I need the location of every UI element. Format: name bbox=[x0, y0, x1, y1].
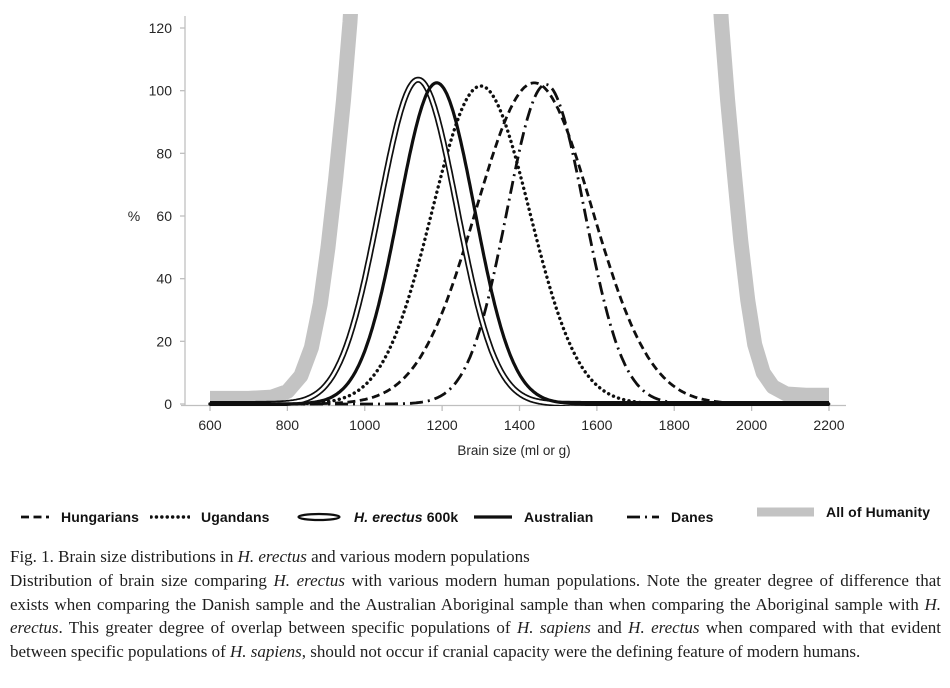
italic-text-run: H. erectus bbox=[237, 547, 307, 566]
x-tick-label: 1400 bbox=[503, 417, 536, 433]
caption-body bbox=[10, 569, 941, 664]
legend-label-danes bbox=[671, 509, 714, 525]
text-run: when compared with that evident between specific populations of bbox=[10, 618, 941, 662]
text-run: Danes bbox=[671, 509, 714, 525]
legend-label-australian bbox=[524, 509, 593, 525]
y-tick-label: 0 bbox=[164, 396, 172, 412]
y-axis-title: % bbox=[127, 208, 141, 224]
legend-item-erectus bbox=[297, 509, 458, 525]
legend-item-humanity bbox=[757, 504, 930, 520]
chart-legend bbox=[0, 498, 950, 538]
text-run: Fig. 1. Brain size distributions in bbox=[10, 547, 238, 566]
text-run: Ugandans bbox=[201, 509, 270, 525]
hungarians-line-swatch bbox=[20, 512, 50, 522]
danes-line-swatch bbox=[626, 512, 660, 522]
legend-item-danes bbox=[626, 509, 714, 525]
australian-line-swatch bbox=[473, 512, 513, 522]
x-tick-label: 600 bbox=[198, 417, 222, 433]
ugandans-line-swatch bbox=[150, 512, 190, 522]
text-run: Hungarians bbox=[61, 509, 140, 525]
italic-text-run: H. sapiens bbox=[230, 642, 302, 662]
x-tick-label: 1200 bbox=[426, 417, 458, 433]
y-tick-label: 40 bbox=[156, 270, 172, 287]
text-run: Australian bbox=[524, 509, 594, 525]
italic-text-run: H. erectus bbox=[273, 570, 346, 590]
text-run: with various modern human populations. Note the greater degree of difference that exists when comparing the Danish sample and the Australian Aboriginal sample than when comparing the Aboriginal sample with bbox=[10, 570, 941, 614]
text-run: , should not occur if cranial capacity were the defining feature of modern humans. bbox=[301, 642, 861, 662]
legend-label-ugandans bbox=[201, 509, 269, 525]
legend-label-humanity bbox=[826, 504, 930, 520]
x-tick-label: 2200 bbox=[813, 417, 845, 433]
text-run: All of Humanity bbox=[826, 504, 931, 520]
italic-text-run: H. erectus bbox=[354, 509, 423, 525]
legend-item-hungarians bbox=[20, 509, 139, 525]
x-tick-label: 800 bbox=[275, 417, 300, 433]
italic-text-run: H. sapiens bbox=[516, 618, 591, 638]
figure-caption bbox=[10, 545, 941, 664]
y-tick-label: 120 bbox=[148, 20, 172, 36]
text-run: and bbox=[590, 618, 629, 638]
x-axis-title: Brain size (ml or g) bbox=[457, 443, 571, 458]
legend-item-ugandans bbox=[150, 509, 269, 525]
legend-label-erectus bbox=[354, 509, 458, 525]
y-tick-label: 20 bbox=[156, 333, 172, 350]
caption-title bbox=[10, 545, 941, 569]
x-tick-label: 2000 bbox=[736, 417, 768, 433]
legend-label-hungarians bbox=[61, 509, 139, 525]
y-tick-label: 100 bbox=[148, 82, 172, 99]
x-tick-label: 1800 bbox=[658, 417, 690, 433]
italic-text-run: H. erectus bbox=[628, 618, 700, 638]
x-tick-label: 1000 bbox=[349, 417, 381, 433]
y-tick-label: 80 bbox=[156, 145, 172, 162]
italic-text-run: H. erectus bbox=[10, 594, 941, 638]
text-run: . This greater degree of overlap between specific populations of bbox=[58, 618, 517, 638]
text-run: Distribution of brain size comparing bbox=[10, 570, 274, 590]
y-tick-label: 60 bbox=[156, 208, 172, 224]
text-run: and various modern populations bbox=[306, 547, 530, 566]
legend-item-australian bbox=[473, 509, 593, 525]
text-run: 600k bbox=[422, 509, 459, 525]
humanity-band-swatch bbox=[757, 507, 815, 517]
series-all-of-humanity bbox=[210, 0, 829, 398]
x-tick-label: 1600 bbox=[581, 417, 613, 433]
erectus-line-swatch bbox=[297, 512, 343, 522]
